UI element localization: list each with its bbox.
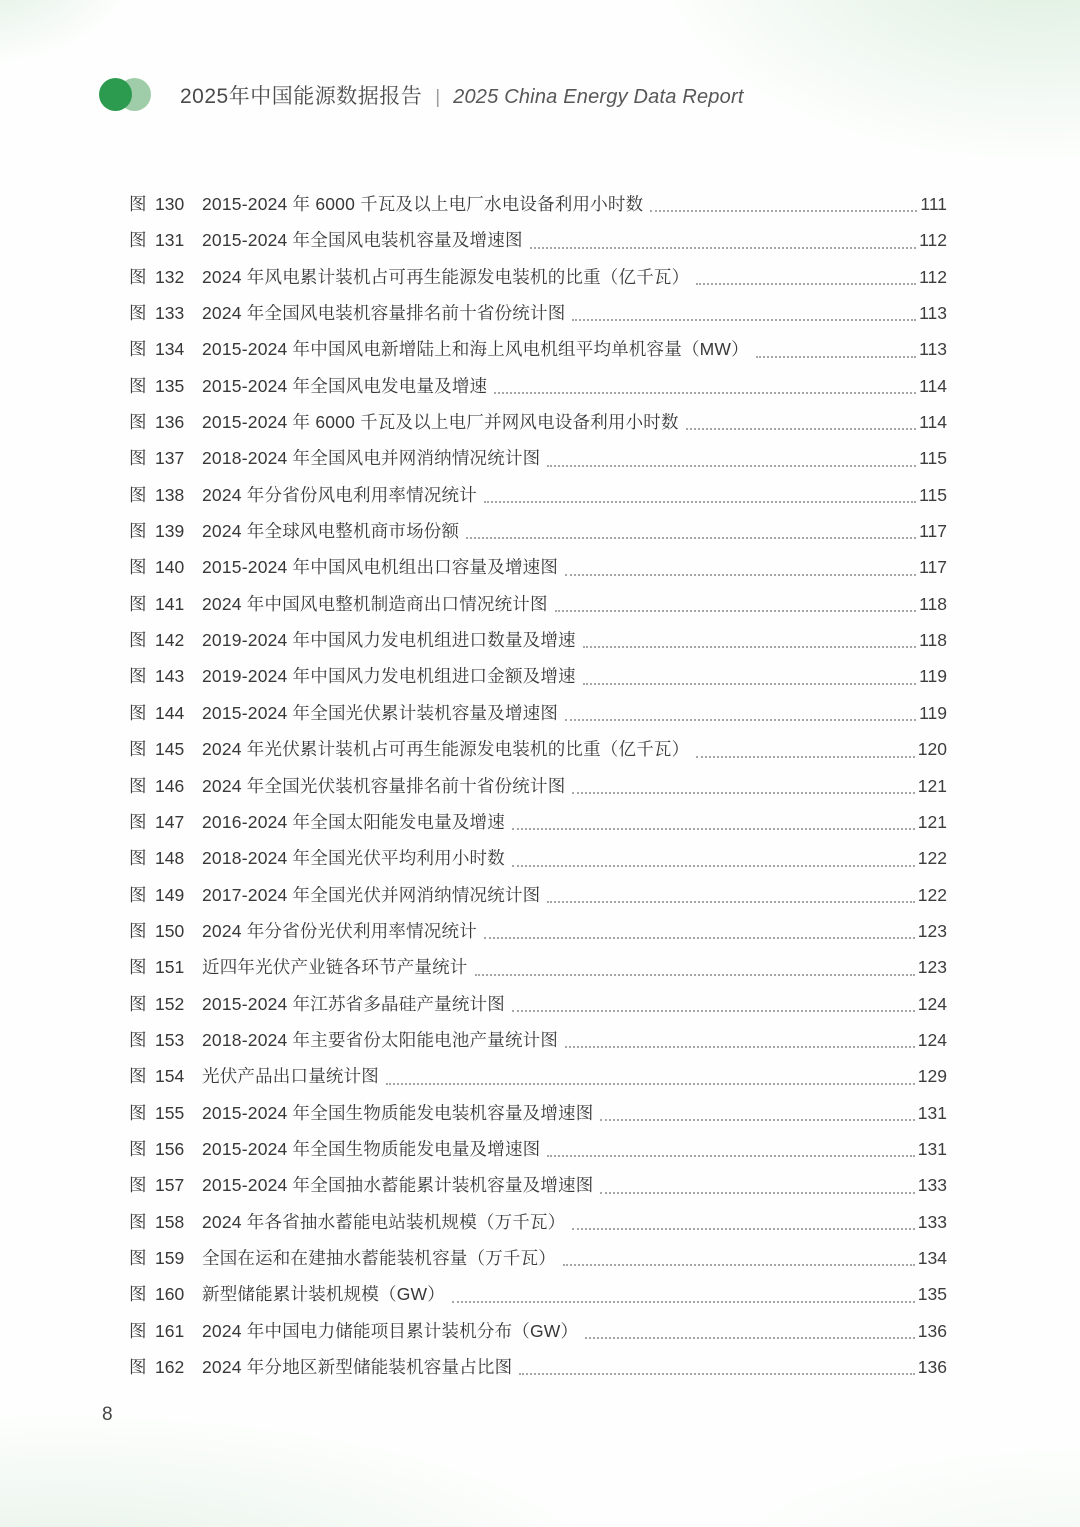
- toc-entry-figure-label: 图: [129, 739, 147, 760]
- toc-entry-page-number: 117: [919, 557, 947, 578]
- toc-entry: [129, 731, 947, 767]
- toc-entry-figure-number: 153: [155, 1029, 185, 1050]
- toc-entry-figure-number: 150: [155, 920, 185, 941]
- toc-entry: [129, 1167, 947, 1203]
- toc-entry-figure-label: 图: [129, 1029, 147, 1050]
- toc-entry-figure-number: 161: [155, 1320, 185, 1341]
- toc-entry-figure-label: 图: [129, 448, 147, 469]
- toc-entry-title: 2024 年光伏累计装机占可再生能源发电装机的比重（亿千瓦）: [202, 739, 690, 760]
- toc-entry: [129, 1240, 947, 1276]
- toc-entry-figure-label: 图: [129, 1211, 147, 1232]
- toc-dot-leader: [565, 719, 916, 721]
- toc-entry-figure-label: 图: [129, 1247, 147, 1268]
- toc-dot-leader: [530, 247, 916, 249]
- toc-dot-leader: [600, 1119, 914, 1121]
- toc-entry-figure-number: 162: [155, 1357, 185, 1377]
- toc-entry-title: 2015-2024 年全国生物质能发电量及增速图: [202, 1138, 541, 1159]
- toc-entry-page-number: 131: [917, 1102, 947, 1123]
- toc-dot-leader: [547, 901, 914, 903]
- toc-entry-page-number: 113: [919, 303, 947, 324]
- toc-entry-figure-label: 图: [129, 1320, 147, 1341]
- toc-entry-page-number: 122: [917, 884, 947, 905]
- toc-entry-title: 2024 年全国光伏装机容量排名前十省份统计图: [202, 775, 566, 796]
- toc-entry: [129, 404, 947, 440]
- report-title: [180, 80, 744, 110]
- toc-entry-figure-number: 135: [155, 375, 185, 396]
- toc-entry-title: 2015-2024 年全国风电发电量及增速: [202, 375, 488, 396]
- toc-entry: [129, 1313, 947, 1349]
- toc-entry-page-number: 120: [917, 739, 947, 760]
- toc-entry-page-number: 113: [919, 339, 947, 360]
- toc-entry-figure-number: 140: [155, 557, 185, 578]
- toc-entry: [129, 1276, 947, 1312]
- toc-entry-figure-label: 图: [129, 484, 147, 505]
- toc-entry-page-number: 122: [917, 848, 947, 869]
- toc-dot-leader: [452, 1301, 915, 1303]
- toc-entry-figure-number: 132: [155, 266, 185, 287]
- toc-dot-leader: [583, 683, 916, 685]
- toc-entry-figure-number: 156: [155, 1138, 185, 1159]
- toc-entry: [129, 549, 947, 585]
- toc-entry: [129, 877, 947, 913]
- toc-dot-leader: [512, 828, 915, 830]
- toc-entry: [129, 477, 947, 513]
- toc-entry-page-number: 135: [917, 1284, 947, 1305]
- toc-entry-figure-number: 157: [155, 1175, 185, 1196]
- toc-entry-title: 2015-2024 年全国抽水蓄能累计装机容量及增速图: [202, 1175, 594, 1196]
- toc-entry-title: 2024 年分省份光伏利用率情况统计: [202, 920, 477, 941]
- toc-dot-leader: [512, 865, 915, 867]
- toc-entry: [129, 440, 947, 476]
- toc-entry-figure-number: 160: [155, 1284, 185, 1305]
- toc-entry-title: 2019-2024 年中国风力发电机组进口金额及增速: [202, 666, 576, 687]
- toc-entry: [129, 840, 947, 876]
- toc-entry-figure-label: 图: [129, 957, 147, 978]
- toc-dot-leader: [484, 501, 916, 503]
- toc-entry-title: 2018-2024 年全国风电并网消纳情况统计图: [202, 448, 541, 469]
- toc-entry-title: 2018-2024 年全国光伏平均利用小时数: [202, 848, 505, 869]
- toc-entry-page-number: 119: [919, 666, 947, 687]
- toc-entry-figure-label: 图: [129, 1102, 147, 1123]
- toc-entry-figure-number: 147: [155, 811, 185, 832]
- toc-entry: [129, 768, 947, 804]
- toc-entry-figure-number: 134: [155, 339, 185, 360]
- toc-entry-figure-label: 图: [129, 593, 147, 614]
- toc-entry-figure-label: 图: [129, 1357, 147, 1377]
- toc-entry-figure-number: 131: [155, 230, 185, 251]
- toc-entry-page-number: 136: [917, 1320, 947, 1341]
- toc-entry-title: 2015-2024 年江苏省多晶硅产量统计图: [202, 993, 505, 1014]
- toc-entry-figure-label: 图: [129, 1284, 147, 1305]
- toc-entry-figure-number: 142: [155, 630, 185, 651]
- toc-dot-leader: [650, 210, 917, 212]
- toc-entry-figure-label: 图: [129, 230, 147, 251]
- toc-entry: [129, 513, 947, 549]
- toc-entry: [129, 368, 947, 404]
- page-number: 8: [102, 1404, 113, 1425]
- toc-entry-figure-number: 154: [155, 1066, 185, 1087]
- toc-entry-figure-label: 图: [129, 702, 147, 723]
- toc-entry-figure-number: 130: [155, 194, 185, 214]
- toc-entry-figure-number: 159: [155, 1247, 185, 1268]
- toc-entry-page-number: 134: [917, 1247, 947, 1268]
- toc-entry-figure-label: 图: [129, 848, 147, 869]
- toc-entry-figure-number: 146: [155, 775, 185, 796]
- toc-entry-figure-label: 图: [129, 303, 147, 324]
- toc-entry-title: 2015-2024 年全国光伏累计装机容量及增速图: [202, 702, 559, 723]
- toc-entry-figure-number: 133: [155, 303, 185, 324]
- toc-entry-figure-number: 138: [155, 484, 185, 505]
- toc-dot-leader: [466, 537, 916, 539]
- toc-entry-figure-label: 图: [129, 630, 147, 651]
- toc-entry-title: 2024 年中国电力储能项目累计装机分布（GW）: [202, 1320, 579, 1341]
- toc-dot-leader: [475, 974, 915, 976]
- toc-entry-title: 2024 年分地区新型储能装机容量占比图: [202, 1357, 513, 1377]
- toc-entry-figure-label: 图: [129, 1066, 147, 1087]
- toc-entry-title: 2024 年分省份风电利用率情况统计: [202, 484, 477, 505]
- toc-entry-figure-label: 图: [129, 266, 147, 287]
- toc-entry-figure-number: 155: [155, 1102, 185, 1123]
- toc-entry: [129, 622, 947, 658]
- toc-entry: [129, 986, 947, 1022]
- toc-entry-figure-label: 图: [129, 993, 147, 1014]
- toc-entry-page-number: 115: [919, 484, 947, 505]
- toc-dot-leader: [696, 756, 915, 758]
- toc-entry-title: 新型储能累计装机规模（GW）: [202, 1284, 445, 1305]
- toc-entry-page-number: 115: [919, 448, 947, 469]
- toc-dot-leader: [555, 610, 916, 612]
- toc-entry-title: 2015-2024 年中国风电新增陆上和海上风电机组平均单机容量（MW）: [202, 339, 749, 360]
- toc-entry: [129, 949, 947, 985]
- title-divider: |: [435, 87, 441, 108]
- report-logo: [99, 78, 151, 112]
- toc-entry-figure-number: 136: [155, 412, 185, 433]
- toc-entry: [129, 1204, 947, 1240]
- toc-dot-leader: [585, 1337, 915, 1339]
- toc-entry: [129, 1058, 947, 1094]
- toc-entry: [129, 586, 947, 622]
- toc-entry-page-number: 124: [917, 993, 947, 1014]
- toc-entry-figure-number: 137: [155, 448, 185, 469]
- toc-entry-figure-label: 图: [129, 920, 147, 941]
- toc-entry-page-number: 121: [917, 775, 947, 796]
- toc-entry-title: 光伏产品出口量统计图: [202, 1066, 379, 1087]
- toc-entry-title: 2016-2024 年全国太阳能发电量及增速: [202, 811, 505, 832]
- toc-entry-figure-label: 图: [129, 1138, 147, 1159]
- toc-dot-leader: [565, 574, 916, 576]
- toc-dot-leader: [572, 792, 914, 794]
- toc-entry-figure-number: 158: [155, 1211, 185, 1232]
- toc-entry-page-number: 111: [920, 194, 947, 214]
- toc-entry: [129, 804, 947, 840]
- toc-entry-page-number: 133: [917, 1211, 947, 1232]
- toc-entry-figure-label: 图: [129, 666, 147, 687]
- toc-entry: [129, 1095, 947, 1131]
- toc-dot-leader: [583, 646, 916, 648]
- toc-entry-title: 2024 年中国风电整机制造商出口情况统计图: [202, 593, 548, 614]
- toc-entry-figure-label: 图: [129, 1175, 147, 1196]
- toc-dot-leader: [519, 1373, 915, 1375]
- toc-entry-figure-number: 143: [155, 666, 185, 687]
- report-title-en: 2025 China Energy Data Report: [453, 86, 744, 108]
- toc-dot-leader: [547, 1155, 914, 1157]
- toc-entry-page-number: 114: [919, 375, 947, 396]
- toc-entry-title: 2024 年全球风电整机商市场份额: [202, 521, 460, 542]
- toc-entry-figure-number: 152: [155, 993, 185, 1014]
- toc-entry: [129, 1022, 947, 1058]
- toc-entry-title: 2024 年各省抽水蓄能电站装机规模（万千瓦）: [202, 1211, 566, 1232]
- toc-entry-title: 2017-2024 年全国光伏并网消纳情况统计图: [202, 884, 541, 905]
- toc-entry-title: 近四年光伏产业链各环节产量统计: [202, 957, 468, 978]
- toc-entry-title: 2019-2024 年中国风力发电机组进口数量及增速: [202, 630, 576, 651]
- toc-entry-page-number: 123: [917, 957, 947, 978]
- toc-entry-page-number: 114: [919, 412, 947, 433]
- toc-entry: [129, 331, 947, 367]
- toc-entry-figure-label: 图: [129, 339, 147, 360]
- toc-entry-page-number: 118: [919, 593, 947, 614]
- report-header: [99, 78, 744, 112]
- toc-dot-leader: [547, 465, 916, 467]
- toc-entry: [129, 658, 947, 694]
- toc-entry-figure-number: 139: [155, 521, 185, 542]
- toc-entry-figure-number: 145: [155, 739, 185, 760]
- toc-entry-page-number: 112: [919, 230, 947, 251]
- toc-entry-figure-label: 图: [129, 884, 147, 905]
- toc-dot-leader: [565, 1046, 915, 1048]
- toc-entry-page-number: 124: [917, 1029, 947, 1050]
- toc-entry-page-number: 131: [917, 1138, 947, 1159]
- toc-entry-page-number: 119: [919, 702, 947, 723]
- toc-entry-figure-number: 148: [155, 848, 185, 869]
- toc-entry-figure-number: 151: [155, 957, 185, 978]
- toc-entry-title: 2018-2024 年主要省份太阳能电池产量统计图: [202, 1029, 559, 1050]
- report-title-zh: 2025年中国能源数据报告: [180, 85, 423, 108]
- toc-entry-page-number: 117: [919, 521, 947, 542]
- toc-dot-leader: [512, 1010, 915, 1012]
- toc-entry-page-number: 129: [917, 1066, 947, 1087]
- toc-dot-leader: [600, 1192, 914, 1194]
- toc-entry-title: 2024 年全国风电装机容量排名前十省份统计图: [202, 303, 566, 324]
- toc-entry: [129, 295, 947, 331]
- toc-entry-title: 2015-2024 年中国风电机组出口容量及增速图: [202, 557, 559, 578]
- toc-entry-page-number: 118: [919, 630, 947, 651]
- toc-entry-figure-number: 149: [155, 884, 185, 905]
- toc-dot-leader: [756, 356, 916, 358]
- toc-entry-figure-label: 图: [129, 557, 147, 578]
- toc-entry-figure-number: 141: [155, 593, 185, 614]
- toc-entry-title: 全国在运和在建抽水蓄能装机容量（万千瓦）: [202, 1247, 556, 1268]
- toc-entry-title: 2015-2024 年全国生物质能发电装机容量及增速图: [202, 1102, 594, 1123]
- toc-dot-leader: [484, 937, 915, 939]
- toc-entry-page-number: 112: [919, 266, 947, 287]
- toc-entry-page-number: 121: [917, 811, 947, 832]
- toc-entry-title: 2015-2024 年 6000 千瓦及以上电厂水电设备利用小时数: [202, 194, 644, 214]
- logo-dark-circle-icon: [99, 78, 132, 111]
- toc-entry-figure-label: 图: [129, 412, 147, 433]
- toc-entry: [129, 695, 947, 731]
- toc-entry-page-number: 133: [917, 1175, 947, 1196]
- toc-dot-leader: [494, 392, 916, 394]
- toc-dot-leader: [386, 1083, 915, 1085]
- toc-entry-figure-label: 图: [129, 194, 147, 214]
- toc-list: [129, 186, 947, 1385]
- toc-entry: [129, 186, 947, 222]
- toc-dot-leader: [696, 283, 916, 285]
- toc-entry-title: 2015-2024 年全国风电装机容量及增速图: [202, 230, 523, 251]
- toc-dot-leader: [572, 1228, 914, 1230]
- toc-entry-figure-label: 图: [129, 375, 147, 396]
- toc-entry: [129, 259, 947, 295]
- toc-entry-figure-label: 图: [129, 775, 147, 796]
- toc-dot-leader: [572, 319, 916, 321]
- toc-dot-leader: [563, 1264, 915, 1266]
- toc-entry-figure-number: 144: [155, 702, 185, 723]
- toc-entry: [129, 1131, 947, 1167]
- toc-entry: [129, 222, 947, 258]
- toc-entry: [129, 913, 947, 949]
- toc-dot-leader: [686, 428, 916, 430]
- toc-entry-figure-label: 图: [129, 521, 147, 542]
- toc-entry-title: 2024 年风电累计装机占可再生能源发电装机的比重（亿千瓦）: [202, 266, 690, 287]
- toc-entry: [129, 1349, 947, 1385]
- toc-entry-page-number: 123: [917, 920, 947, 941]
- toc-entry-page-number: 136: [917, 1357, 947, 1377]
- toc-entry-figure-label: 图: [129, 811, 147, 832]
- toc-entry-title: 2015-2024 年 6000 千瓦及以上电厂并网风电设备利用小时数: [202, 412, 679, 433]
